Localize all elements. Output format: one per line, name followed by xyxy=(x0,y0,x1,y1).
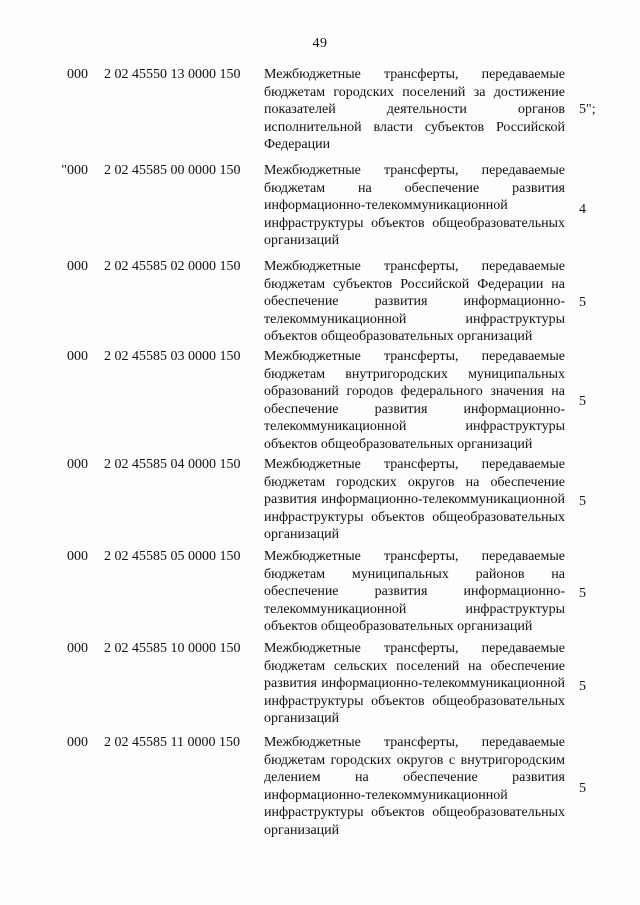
budget-code-cell: 2 02 45585 05 0000 150 xyxy=(104,549,241,564)
norm-value-cell: 5 xyxy=(579,781,586,797)
classification-table xyxy=(0,66,640,844)
name-cell: Межбюджетные трансферты, передаваемые бюджетам субъектов Российской Федерации на обеспечение развития информационно-телекоммуникационной инфраструктуры объектов общеобразовательных организаций xyxy=(264,259,565,344)
admin-code-cell: 000 xyxy=(67,457,88,472)
admin-code-cell: 000 xyxy=(67,259,88,274)
budget-code-cell: 2 02 45585 02 0000 150 xyxy=(104,259,241,274)
admin-code-cell: 000 xyxy=(67,735,88,750)
name-cell: Межбюджетные трансферты, передаваемые бюджетам внутригородских муниципальных образований городов федерального значения на обеспечение развития информационно-телекоммуникационной инфраструктуры объектов общеобразовательных организаций xyxy=(264,349,565,452)
admin-code-cell: 000 xyxy=(67,349,88,364)
page-number: 49 xyxy=(312,36,328,51)
name-cell: Межбюджетные трансферты, передаваемые бюджетам городских округов на обеспечение развития информационно-телекоммуникационной инфраструктуры объектов общеобразовательных организаций xyxy=(264,457,565,542)
table-row xyxy=(0,258,640,348)
norm-value-cell: 5 xyxy=(579,586,586,602)
table-row xyxy=(0,348,640,456)
norm-value-cell: 5 xyxy=(579,394,586,410)
table-row xyxy=(0,640,640,734)
name-cell: Межбюджетные трансферты, передаваемые бюджетам на обеспечение развития информационно-телекоммуникационной инфраструктуры объектов общеобразовательных организаций xyxy=(264,163,565,248)
name-cell: Межбюджетные трансферты, передаваемые бюджетам муниципальных районов на обеспечение развития информационно-телекоммуникационной инфраструктуры объектов общеобразовательных организаций xyxy=(264,549,565,634)
name-cell: Межбюджетные трансферты, передаваемые бюджетам городских округов с внутригородским делением на обеспечение развития информационно-телекоммуникационной инфраструктуры объектов общеобразовательных организаций xyxy=(264,735,565,838)
budget-code-cell: 2 02 45585 11 0000 150 xyxy=(104,735,240,750)
table-row xyxy=(0,456,640,548)
norm-value-cell: 5 xyxy=(579,679,586,695)
admin-code-cell: 000 xyxy=(67,549,88,564)
norm-value-cell: 5"; xyxy=(579,102,596,117)
admin-code-cell: "000 xyxy=(61,163,88,178)
table-row xyxy=(0,162,640,258)
budget-code-cell: 2 02 45585 04 0000 150 xyxy=(104,457,241,472)
norm-value-cell: 4 xyxy=(579,202,586,218)
admin-code-cell: 000 xyxy=(67,641,88,656)
table-row xyxy=(0,548,640,640)
name-cell: Межбюджетные трансферты, передаваемые бюджетам сельских поселений на обеспечение развития информационно-телекоммуникационной инфраструктуры объектов общеобразовательных организаций xyxy=(264,641,565,726)
name-cell: Межбюджетные трансферты, передаваемые бюджетам городских поселений за достижение показателей деятельности органов исполнительной власти субъектов Российской Федерации xyxy=(264,67,565,152)
budget-code-cell: 2 02 45585 10 0000 150 xyxy=(104,641,241,656)
budget-code-cell: 2 02 45550 13 0000 150 xyxy=(104,67,241,82)
admin-code-cell: 000 xyxy=(67,67,88,82)
norm-value-cell: 5 xyxy=(579,494,586,510)
budget-code-cell: 2 02 45585 00 0000 150 xyxy=(104,163,241,178)
norm-value-cell: 5 xyxy=(579,295,586,311)
budget-code-cell: 2 02 45585 03 0000 150 xyxy=(104,349,241,364)
table-row xyxy=(0,66,640,162)
table-row xyxy=(0,734,640,844)
